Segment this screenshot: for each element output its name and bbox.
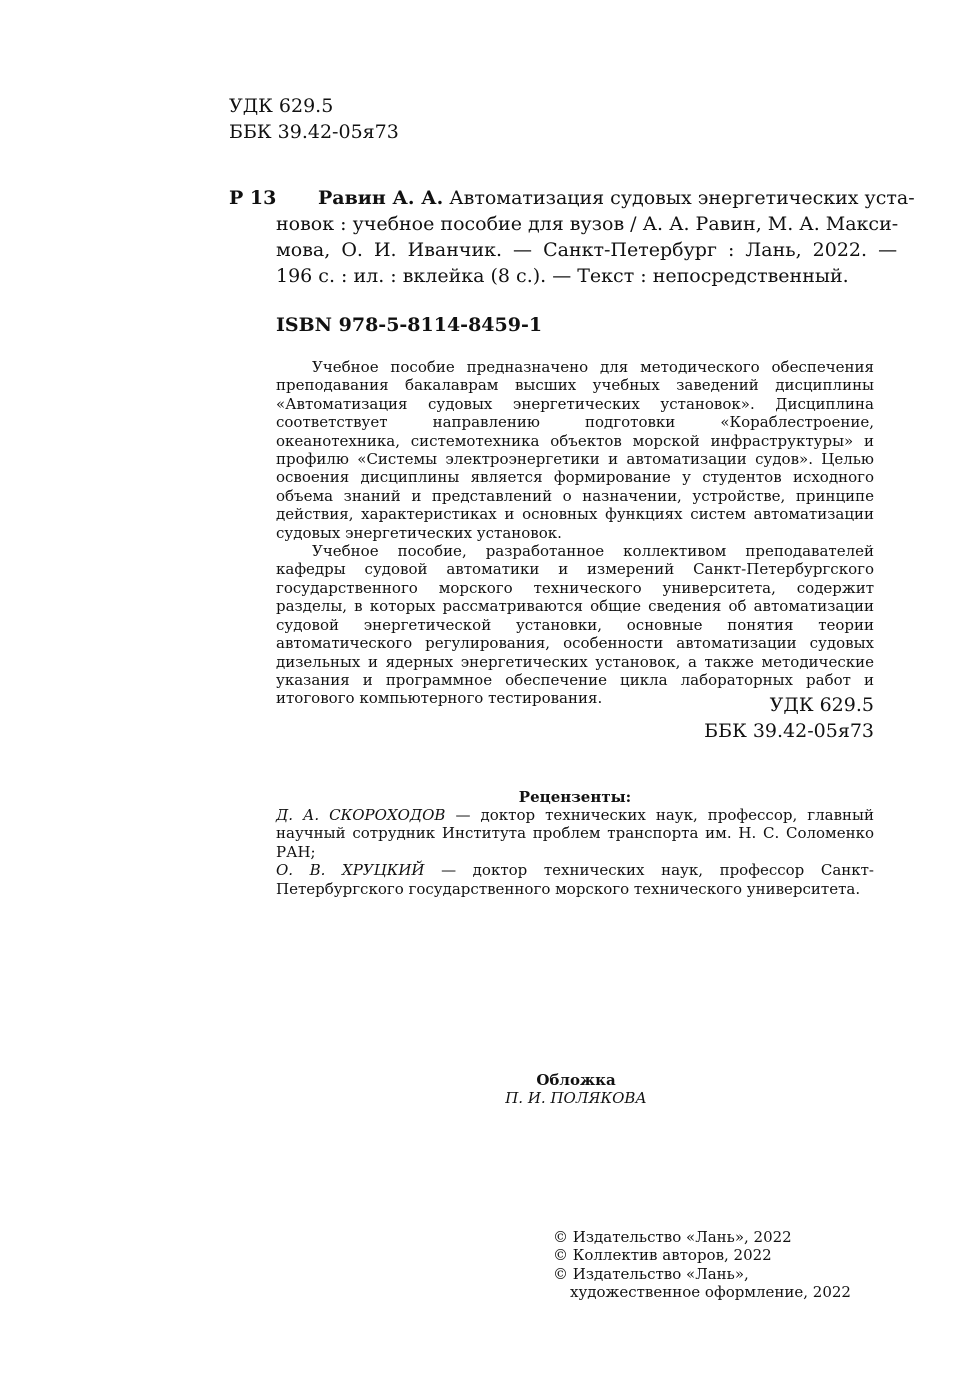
reviewers-heading: Рецензенты: xyxy=(518,788,632,806)
abstract xyxy=(276,358,874,708)
reviewer-1-name: Д. А. СКОРОХОДОВ xyxy=(276,806,446,824)
header-bbk: ББК 39.42-05я73 xyxy=(229,121,399,143)
header-udk: УДК 629.5 xyxy=(229,95,334,117)
reviewer-2 xyxy=(276,861,874,898)
footer-udk: УДК 629.5 xyxy=(769,694,874,716)
copyright-line-3: © Издательство «Лань», xyxy=(553,1264,749,1283)
entry-line-2: новок : учебное пособие для вузов / А. А. Равин, М. А. Макси- xyxy=(276,213,899,235)
isbn: ISBN 978-5-8114-8459-1 xyxy=(276,314,543,336)
copyright-line-1: © Издательство «Лань», 2022 xyxy=(553,1228,792,1246)
footer-bbk: ББК 39.42-05я73 xyxy=(704,720,874,742)
cover-designer-name: П. И. ПОЛЯКОВА xyxy=(505,1089,647,1108)
copyright-line-4: художественное оформление, 2022 xyxy=(570,1283,851,1302)
cover-credit xyxy=(476,1071,676,1108)
copyright-block xyxy=(553,1228,873,1302)
cover-heading: Обложка xyxy=(536,1071,616,1089)
entry-line-1-text: Автоматизация судовых энергетических уста- xyxy=(449,187,915,209)
footer-codes xyxy=(574,692,874,744)
copyright-line-2: © Коллектив авторов, 2022 xyxy=(553,1246,772,1265)
reviewers xyxy=(276,806,874,898)
reviewer-1 xyxy=(276,806,874,861)
bibliographic-entry xyxy=(318,185,915,211)
abstract-paragraph-2: Учебное пособие, разработанное коллективом преподавателей кафедры судовой автоматики и измерений Санкт-Петербургского государственного морского технического университета, содержит разделы, в которых рассматриваются общие сведения об автоматизации судовой энергетической установки, основные понятия теории автоматического регулирования, особенности автоматизации судовых дизельных и ядерных энергетических установок, а также методические указания и программное обеспечение цикла лабораторных работ и итогового компьютерного тестирования. xyxy=(276,542,874,708)
abstract-paragraph-1: Учебное пособие предназначено для методического обеспечения преподавания бакалаврам высших учебных заведений дисциплины «Автоматизация судовых энергетических установок». Дисциплина соответствует направлению подготовки «Кораблестроение, океанотехника, системотехника объектов морской инфраструктуры» и профилю «Системы электроэнергетики и автоматизации судов». Целью освоения дисциплины является формирование у студентов исходного объема знаний и представлений о назначении, устройстве, принципе действия, характеристиках и основных функциях систем автоматизации судовых энергетических установок. xyxy=(276,358,874,542)
entry-code: Р 13 xyxy=(229,187,277,209)
entry-line-3: мова, О. И. Иванчик. — Санкт-Петербург : Лань, 2022. — xyxy=(276,239,898,261)
header-codes xyxy=(229,93,529,145)
reviewer-2-name: О. В. ХРУЦКИЙ xyxy=(276,861,425,880)
entry-line-1 xyxy=(318,185,915,211)
entry-author: Равин А. А. xyxy=(318,187,444,209)
entry-continuation xyxy=(276,211,899,289)
reviewer-1-text: — доктор технических наук, профессор, главный научный сотрудник Института проблем транспорта им. Н. С. Соломенко РАН; xyxy=(276,806,874,861)
reviewer-2-text: — доктор технических наук, профессор Санкт-Петербургского государственного морского технического университета. xyxy=(276,861,874,898)
entry-line-4: 196 с. : ил. : вклейка (8 с.). — Текст : непосредственный. xyxy=(276,265,849,287)
